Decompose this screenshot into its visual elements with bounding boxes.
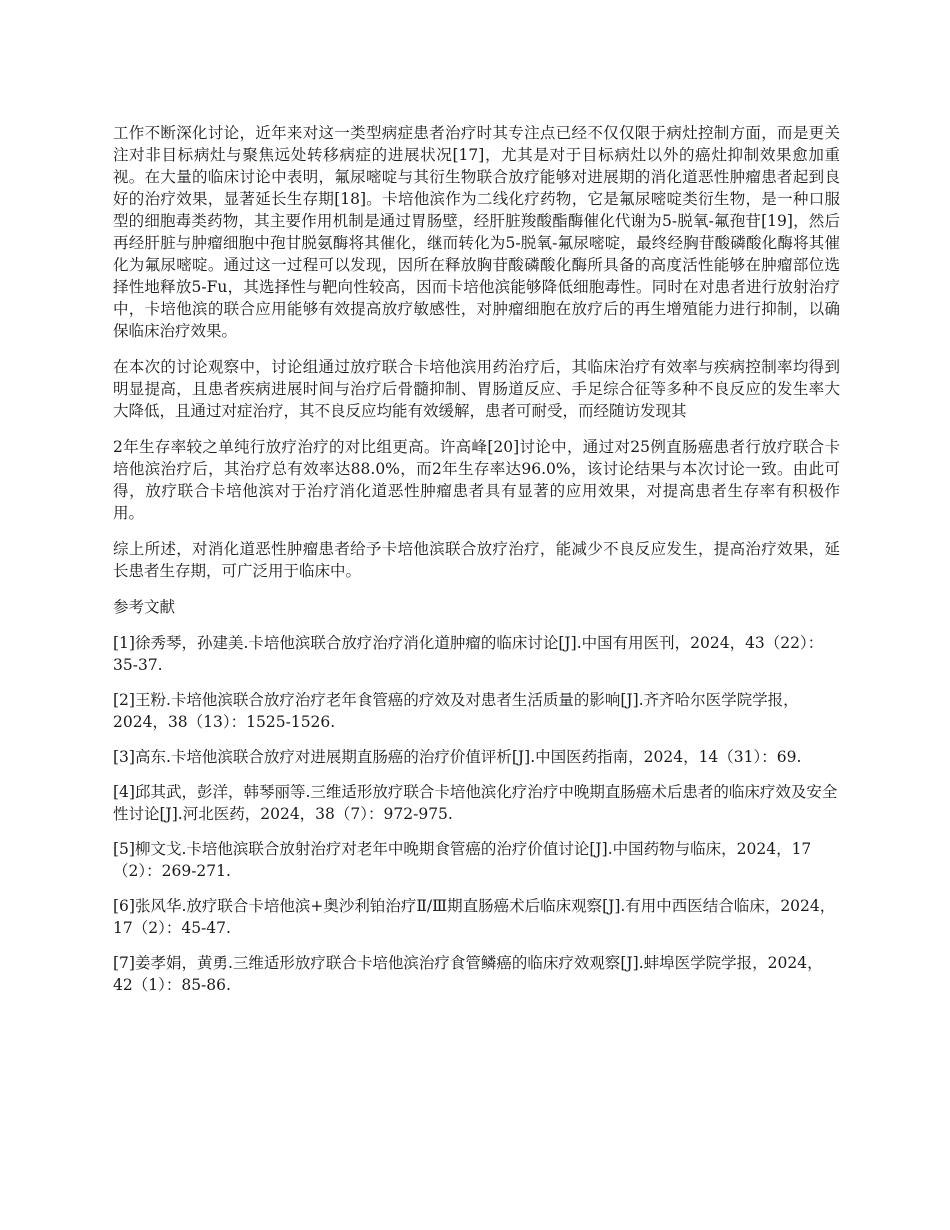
body-paragraph-3: 2年生存率较之单纯行放疗治疗的对比组更高。许高峰[20]讨论中，通过对25例直肠癌患者行放疗联合卡培他滨治疗后，其治疗总有效率达88.0%，而2年生存率达96.0%，该讨论结果与本次讨论一致。由此可得，放疗联合卡培他滨对于治疗消化道恶性肿瘤患者具有显著的应用效果，对提高患者生存率有积极作用。: [113, 438, 840, 522]
document-page: [113, 122, 840, 1009]
reference-item-7: [7]姜孝娟，黄勇.三维适形放疗联合卡培他滨治疗食管鳞癌的临床疗效观察[J].蚌埠医学院学报，2024，42（1）：85-86.: [113, 954, 823, 994]
references-list: [113, 632, 840, 996]
reference-item-3: [3]高东.卡培他滨联合放疗对进展期直肠癌的治疗价值评析[J].中国医药指南，2024，14（31）：69.: [113, 748, 802, 766]
body-paragraph-1: 工作不断深化讨论，近年来对这一类型病症患者治疗时其专注点已经不仅仅限于病灶控制方面，而是更关注对非目标病灶与聚焦远处转移病症的进展状况[17]，尤其是对于目标病灶以外的癌灶抑制效果愈加重视。在大量的临床讨论中表明，氟尿嘧啶与其衍生物联合放疗能够对进展期的消化道恶性肿瘤患者起到良好的治疗效果，显著延长生存期[18]。卡培他滨作为二线化疗药物，它是氟尿嘧啶类衍生物，是一种口服型的细胞毒类药物，其主要作用机制是通过胃肠壁，经肝脏羧酸酯酶催化代谢为5-脱氧-氟孢苷[19]，然后再经肝脏与肿瘤细胞中孢甘脱氨酶将其催化，继而转化为5-脱氧-氟尿嘧啶，最终经胸苷酸磷酸化酶将其催化为氟尿嘧啶。通过这一过程可以发现，因所在释放胸苷酸磷酸化酶所具备的高度活性能够在肿瘤部位选择性地释放5-Fu，其选择性与靶向性较高，因而卡培他滨能够降低细胞毒性。同时在对患者进行放射治疗中，卡培他滨的联合应用能够有效提高放疗敏感性，对肿瘤细胞在放疗后的再生增殖能力进行抑制，以确保临床治疗效果。: [113, 124, 840, 340]
reference-item-1: [1]徐秀琴，孙建美.卡培他滨联合放疗治疗消化道肿瘤的临床讨论[J].中国有用医刊，2024，43（22）：35-37.: [113, 634, 824, 674]
references-heading: 参考文献: [113, 598, 176, 616]
reference-item-6: [6]张风华.放疗联合卡培他滨+奥沙利铂治疗Ⅱ/Ⅲ期直肠癌术后临床观察[J].有用中西医结合临床，2024，17（2）：45-47.: [113, 897, 836, 937]
reference-item-5: [5]柳文戈.卡培他滨联合放射治疗对老年中晚期食管癌的治疗价值讨论[J].中国药物与临床，2024，17（2）：269-271.: [113, 840, 812, 880]
reference-item-4: [4]邱其武，彭洋，韩琴丽等.三维适形放疗联合卡培他滨化疗治疗中晚期直肠癌术后患者的临床疗效及安全性讨论[J].河北医药，2024，38（7）：972-975.: [113, 783, 838, 823]
body-paragraph-2: 在本次的讨论观察中，讨论组通过放疗联合卡培他滨用药治疗后，其临床治疗有效率与疾病控制率均得到明显提高，且患者疾病进展时间与治疗后骨髓抑制、胃肠道反应、手足综合征等多种不良反应的发生率大大降低，且通过对症治疗，其不良反应均能有效缓解，患者可耐受，而经随访发现其: [113, 358, 840, 420]
reference-item-2: [2]王粉.卡培他滨联合放疗治疗老年食管癌的疗效及对患者生活质量的影响[J].齐齐哈尔医学院学报，2024，38（13）：1525-1526.: [113, 691, 799, 731]
body-paragraph-4: 综上所述，对消化道恶性肿瘤患者给予卡培他滨联合放疗治疗，能减少不良反应发生，提高治疗效果，延长患者生存期，可广泛用于临床中。: [113, 540, 840, 580]
